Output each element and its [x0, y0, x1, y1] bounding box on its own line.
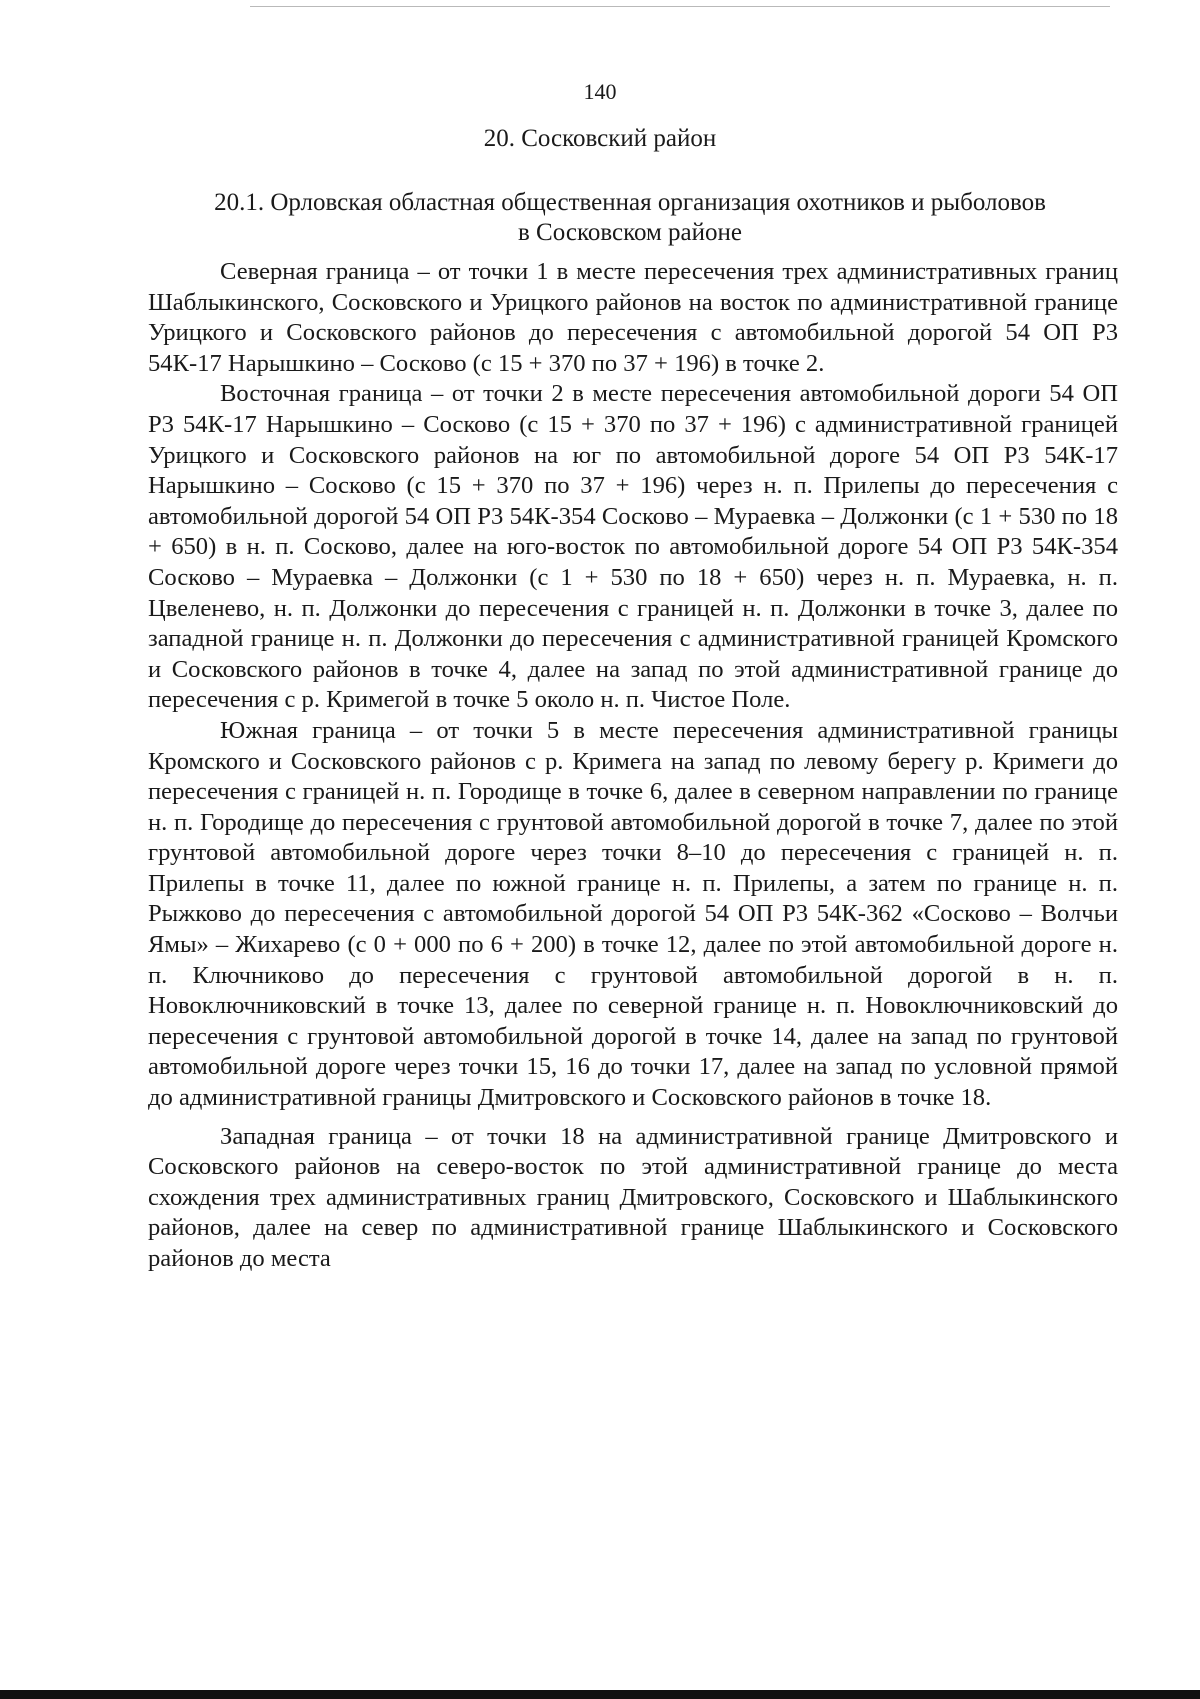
scan-edge-bottom [0, 1690, 1200, 1699]
paragraph-eastern-border: Восточная граница – от точки 2 в месте пересечения автомобильной дороги 54 ОП Р3 54К-17 Нарышкино – Сосково (с 15 + 370 по 37 + 196) с административной границей Урицкого и Сосковского районов на юг по автомобильной дороге 54 ОП Р3 54К-17 Нарышкино – Сосково (с 15 + 370 по 37 + 196) через н. п. Прилепы до пересечения с автомобильной дорогой 54 ОП Р3 54К-354 Сосково – Мураевка – Должонки (с 1 + 530 по 18 + 650) в н. п. Сосково, далее на юго-восток по автомобильной дороге 54 ОП Р3 54К-354 Сосково – Мураевка – Должонки (с 1 + 530 по 18 + 650) через н. п. Мураевка, н. п. Цвеленево, н. п. Должонки до пересечения с границей н. п. Должонки в точке 3, далее по западной границе н. п. Должонки до пересечения с административной границей Кромского и Сосковского районов в точке 4, далее на запад по этой административной границе до пересечения с р. Кримегой в точке 5 около н. п. Чистое Поле. [148, 380, 1118, 714]
subsection-title [130, 188, 1130, 248]
section-title: 20. Сосковский район [483, 125, 717, 152]
paragraph-southern-border: Южная граница – от точки 5 в месте пересечения административной границы Кромского и Сосковского районов с р. Кримега на запад по левому берегу р. Кримеги до пересечения с границей н. п. Городище в точке 6, далее в северном направлении по границе н. п. Городище до пересечения с грунтовой автомобильной дорогой в точке 7, далее по этой грунтовой автомобильной дороге через точки 8–10 до пересечения с границей н. п. Прилепы в точке 11, далее по южной границе н. п. Прилепы, а затем по границе н. п. Рыжково до пересечения с автомобильной дорогой 54 ОП Р3 54К-362 «Сосково – Волчьи Ямы» – Жихарево (с 0 + 000 по 6 + 200) в точке 12, далее по этой автомобильной дороге н. п. Ключниково до пересечения с грунтовой автомобильной дорогой в н. п. Новоключниковский в точке 13, далее по северной границе н. п. Новоключниковский до пересечения с грунтовой автомобильной дорогой в точке 14, далее на запад по грунтовой автомобильной дороге через точки 15, 16 до точки 17, далее на запад по условной прямой до административной границы Дмитровского и Сосковского районов в точке 18. [148, 716, 1118, 1112]
page-number: 140 [583, 79, 617, 104]
paragraph-northern-border: Северная граница – от точки 1 в месте пересечения трех административных границ Шаблыкинского, Сосковского и Урицкого районов на восток по административной границе Урицкого и Сосковского районов до пересечения с автомобильной дорогой 54 ОП Р3 54К-17 Нарышкино – Сосково (с 15 + 370 по 37 + 196) в точке 2. [148, 258, 1118, 377]
subsection-title-line-2: в Сосковском районе [518, 219, 742, 246]
scan-edge-top [250, 6, 1110, 7]
paragraph-western-border: Западная граница – от точки 18 на административной границе Дмитровского и Сосковского районов на северо-восток по этой административной границе до места схождения трех административных границ Дмитровского, Сосковского и Шаблыкинского районов, далее на север по административной границе Шаблыкинского и Сосковского районов до места [148, 1122, 1118, 1272]
subsection-title-line-1: 20.1. Орловская областная общественная организация охотников и рыболовов [214, 189, 1046, 216]
document-body [148, 257, 1118, 1275]
